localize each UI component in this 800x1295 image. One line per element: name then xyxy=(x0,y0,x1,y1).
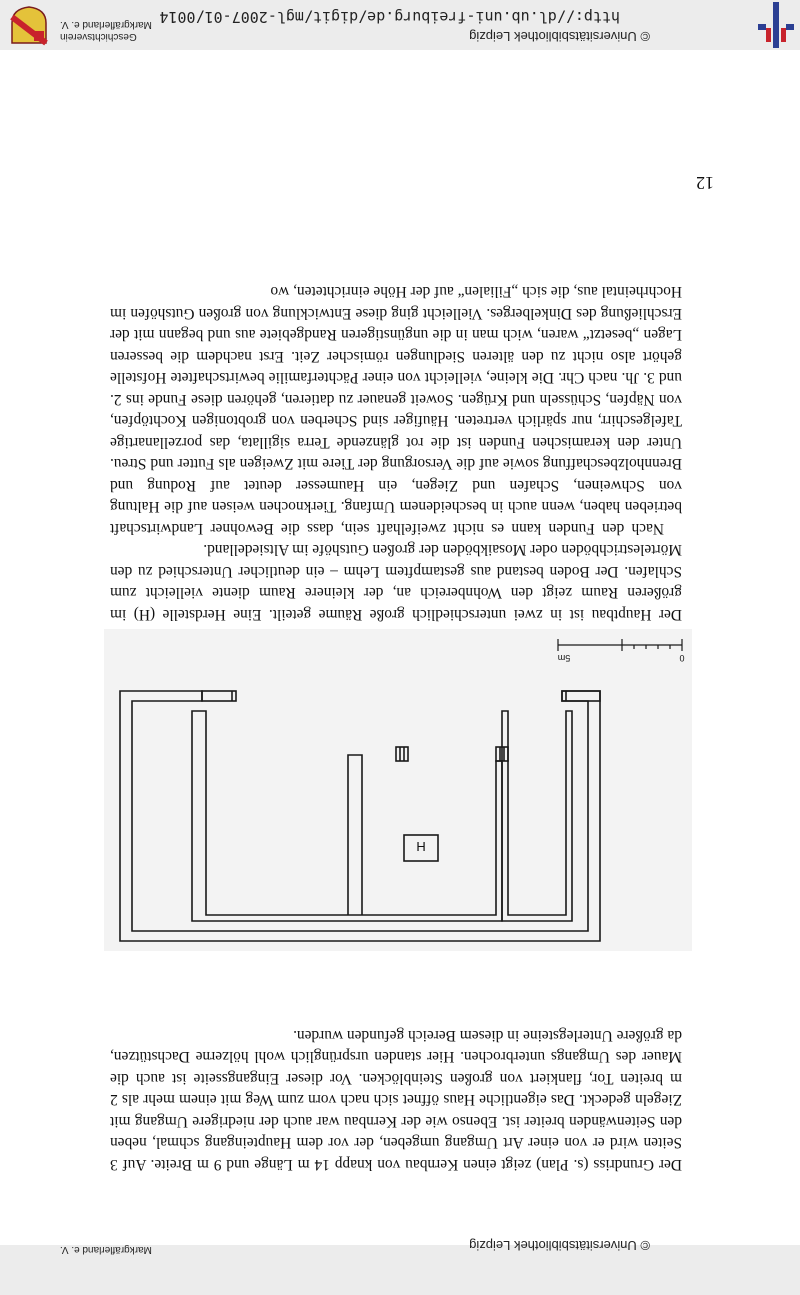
core-left-wall xyxy=(502,711,572,921)
outer-end-right xyxy=(202,691,236,701)
footer-band xyxy=(0,0,800,50)
door-jamb-right xyxy=(396,747,408,761)
scale-start-label: 0 xyxy=(679,653,685,663)
core-main-room xyxy=(192,711,502,921)
outer-end-left xyxy=(562,691,600,701)
page-number: 12 xyxy=(696,173,714,193)
floor-plan-figure xyxy=(104,629,692,951)
hearth-label: H xyxy=(416,839,426,854)
core-right-wall xyxy=(348,755,362,915)
footer-url[interactable]: http://dl.ub.uni-freiburg.de/digit/mgl-2007-01/0014 xyxy=(159,8,620,26)
society-name: Geschichtsverein Markgräflerland e. V. xyxy=(60,19,152,42)
header-credit: © Universitätsbibliothek Leipzig xyxy=(469,1238,650,1253)
ub-logo-icon xyxy=(754,2,798,48)
body-text-lower xyxy=(110,281,682,625)
header-band-partial xyxy=(0,1238,800,1295)
paragraph-3: Nach den Funden kann es nicht zweifelhaft sein, dass die Bewohner Landwirtschaft betrieben haben, wenn auch in bescheidenem Umfang. Tierknochen weisen auf die Haltung von Schweinen, Schafen und Ziegen, ein Haumesser deutet auf Rodung und Brennholzbeschaffung sowie auf die Versorgung der Tiere mit Zweigen als Futter und Streu. Unter den keramischen Funden ist die rot glänzende Terra sigillata, das porzellanartige Tafelgeschirr, nur spärlich vertreten. Häufiger sind Scherben von grobtonigen Kochtöpfen, von Näpfen, Schüsseln und Krügen. Soweit genauer zu datieren, gehören diese Funde ins 2. und 3. Jh. nach Chr. Die kleine, vielleicht von einer Pächterfamilie bewirtschaftete Hofstelle gehört also nicht zu den älteren Siedlungen römischer Zeit. Erst nachdem die besseren Lagen „besetzt“ waren, wich man in die ungünstigeren Randgebiete aus und begann mit der Erschließung des Dinkelberges. Vielleicht ging diese Entwicklung von großen Gutshöfen im Hochrheintal aus, die sich „Filialen“ auf der Höhe einrichteten, wo xyxy=(110,283,682,537)
scale-end-label: 5m xyxy=(557,653,571,663)
paragraph-1: Der Grundriss (s. Plan) zeigt einen Kernbau von knapp 14 m Länge und 9 m Breite. Auf 3 Seiten wird er von einer Art Umgang umgeben, der vor dem Haupteingang schmal, neben den Seitenwänden breiter ist. Ebenso wie der Kernbau war auch der niedrigere Umgang mit Ziegeln gedeckt. Das eigentliche Haus öffnet sich nach vorn zum Weg mit einem mehr als 2 m breiten Tor, flankiert von großen Steinblöcken. Vor dieser Eingangsseite ist auch die Mauer des Umgangs unterbrochen. Hier standen ursprünglich wohl hölzerne Dachstützen, da größere Unterlegsteine in diesem Bereich gefunden wurden. xyxy=(110,1027,682,1173)
society-crest-icon xyxy=(8,5,50,47)
scale-bar xyxy=(558,639,682,651)
header-society: Markgräflerland e. V. xyxy=(60,1244,152,1255)
paragraph-2: Der Hauptbau ist in zwei unterschiedlich große Räume geteilt. Eine Herdstelle (H) im größeren Raum zeigt den Wohnbereich an, der kleinere Raum diente vielleicht zum Schlafen. Der Boden bestand aus gestampftem Lehm – ein deutlicher Unterschied zu den Mörtelestrichböden oder Mosaikböden der großen Gutshöfe im Altsiedelland. xyxy=(110,541,682,623)
footer-credit: © Universitätsbibliothek Leipzig xyxy=(469,29,650,44)
